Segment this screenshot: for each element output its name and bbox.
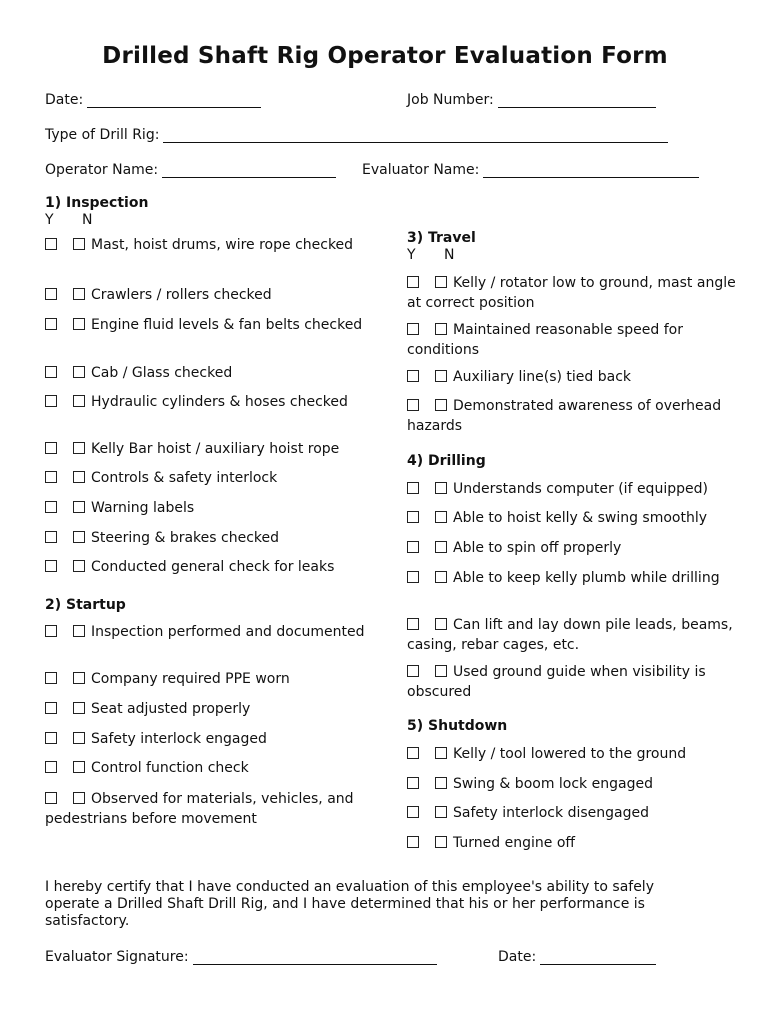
checklist-item-drilling bbox=[407, 539, 737, 559]
yes-checkbox[interactable] bbox=[45, 792, 57, 804]
no-checkbox[interactable] bbox=[73, 238, 85, 250]
checklist-item-drilling bbox=[407, 616, 737, 655]
checklist-item-label: Turned engine off bbox=[453, 835, 576, 851]
checklist-item-drilling bbox=[407, 480, 737, 500]
yes-checkbox[interactable] bbox=[45, 238, 57, 250]
checklist-item-label: Demonstrated awareness of overhead hazards bbox=[407, 398, 722, 434]
checklist-item-label: Control function check bbox=[91, 760, 249, 776]
no-checkbox[interactable] bbox=[73, 318, 85, 330]
checklist-item-inspection bbox=[45, 499, 365, 519]
yes-checkbox[interactable] bbox=[407, 276, 419, 288]
checklist-item-inspection bbox=[45, 236, 365, 256]
checklist-item-label: Steering & brakes checked bbox=[91, 530, 280, 546]
operator-name-input-line[interactable] bbox=[162, 163, 336, 178]
yes-checkbox[interactable] bbox=[45, 625, 57, 637]
checklist-item-travel bbox=[407, 397, 737, 436]
yes-checkbox[interactable] bbox=[45, 501, 57, 513]
checklist-item-label: Safety interlock disengaged bbox=[453, 805, 649, 821]
no-checkbox[interactable] bbox=[73, 531, 85, 543]
drill-rig-type-input-line[interactable] bbox=[163, 128, 668, 143]
checklist-item-label: Able to keep kelly plumb while drilling bbox=[453, 570, 720, 586]
no-checkbox[interactable] bbox=[435, 836, 447, 848]
no-checkbox[interactable] bbox=[435, 370, 447, 382]
checklist-item-label: Safety interlock engaged bbox=[91, 731, 267, 747]
checklist-item-travel bbox=[407, 368, 737, 388]
checklist-item-label: Able to hoist kelly & swing smoothly bbox=[453, 510, 708, 526]
no-header: N bbox=[82, 212, 93, 228]
section-inspection-title: 1) Inspection bbox=[45, 195, 149, 211]
checklist-item-inspection bbox=[45, 469, 365, 489]
checklist-item-label: Maintained reasonable speed for conditions bbox=[407, 322, 683, 358]
checklist-item-label: Controls & safety interlock bbox=[91, 470, 278, 486]
checklist-item-inspection bbox=[45, 364, 365, 384]
checklist-item-label: Crawlers / rollers checked bbox=[91, 287, 272, 303]
checklist-item-startup bbox=[45, 730, 365, 750]
checklist-item-startup bbox=[45, 790, 365, 829]
checklist-item-label: Kelly / rotator low to ground, mast angle at correct position bbox=[407, 275, 736, 311]
form-title: Drilled Shaft Rig Operator Evaluation Form bbox=[102, 43, 668, 69]
evaluator-signature-line[interactable] bbox=[193, 950, 437, 965]
job-number-input-line[interactable] bbox=[498, 93, 656, 108]
checklist-item-label: Able to spin off properly bbox=[453, 540, 622, 556]
no-checkbox[interactable] bbox=[435, 806, 447, 818]
checklist-item-startup bbox=[45, 623, 365, 643]
yes-checkbox[interactable] bbox=[45, 288, 57, 300]
checklist-item-label: Observed for materials, vehicles, and pedestrians before movement bbox=[45, 791, 354, 827]
evaluator-name-field bbox=[362, 162, 699, 178]
checklist-item-drilling bbox=[407, 509, 737, 529]
no-checkbox[interactable] bbox=[73, 501, 85, 513]
yes-checkbox[interactable] bbox=[407, 618, 419, 630]
signature-date-label: Date: bbox=[498, 949, 537, 965]
no-checkbox[interactable] bbox=[73, 442, 85, 454]
yes-checkbox[interactable] bbox=[45, 702, 57, 714]
checklist-item-inspection bbox=[45, 558, 365, 578]
yes-checkbox[interactable] bbox=[407, 836, 419, 848]
no-checkbox[interactable] bbox=[73, 672, 85, 684]
yes-checkbox[interactable] bbox=[407, 482, 419, 494]
job-number-field bbox=[407, 92, 656, 108]
checklist-item-label: Can lift and lay down pile leads, beams, casing, rebar cages, etc. bbox=[407, 617, 733, 653]
checklist-item-label: Conducted general check for leaks bbox=[91, 559, 335, 575]
section-startup-title: 2) Startup bbox=[45, 597, 126, 613]
checklist-item-label: Understands computer (if equipped) bbox=[453, 481, 708, 497]
checklist-item-label: Engine fluid levels & fan belts checked bbox=[91, 317, 363, 333]
yes-checkbox[interactable] bbox=[407, 571, 419, 583]
yes-no-header-left bbox=[45, 212, 92, 228]
section-drilling-title: 4) Drilling bbox=[407, 453, 486, 469]
checklist-item-label: Inspection performed and documented bbox=[91, 624, 365, 640]
no-checkbox[interactable] bbox=[435, 511, 447, 523]
checklist-item-label: Used ground guide when visibility is obscured bbox=[407, 664, 706, 700]
no-checkbox[interactable] bbox=[435, 541, 447, 553]
no-checkbox[interactable] bbox=[73, 395, 85, 407]
yes-checkbox[interactable] bbox=[45, 672, 57, 684]
drill-rig-type-field bbox=[45, 127, 668, 143]
checklist-item-label: Mast, hoist drums, wire rope checked bbox=[91, 237, 354, 253]
yes-header: Y bbox=[45, 212, 54, 228]
checklist-item-drilling bbox=[407, 569, 737, 589]
yes-checkbox[interactable] bbox=[45, 395, 57, 407]
yes-checkbox[interactable] bbox=[45, 531, 57, 543]
no-checkbox[interactable] bbox=[435, 323, 447, 335]
checklist-item-startup bbox=[45, 700, 365, 720]
checklist-item-shutdown bbox=[407, 775, 737, 795]
yes-no-header-right bbox=[407, 247, 454, 263]
operator-name-field bbox=[45, 162, 336, 178]
yes-header: Y bbox=[407, 247, 416, 263]
checklist-item-inspection bbox=[45, 529, 365, 549]
no-checkbox[interactable] bbox=[435, 482, 447, 494]
yes-checkbox[interactable] bbox=[407, 806, 419, 818]
no-checkbox[interactable] bbox=[73, 732, 85, 744]
checklist-item-label: Warning labels bbox=[91, 500, 195, 516]
evaluator-name-input-line[interactable] bbox=[483, 163, 699, 178]
certification-statement: I hereby certify that I have conducted an evaluation of this employee's ability to safely operate a Drilled Shaft Drill Rig, and I have determined that his or her performance is satisfactory. bbox=[45, 879, 654, 929]
checklist-item-drilling bbox=[407, 663, 737, 702]
section-travel-title: 3) Travel bbox=[407, 230, 476, 246]
checklist-item-label: Kelly / tool lowered to the ground bbox=[453, 746, 687, 762]
no-checkbox[interactable] bbox=[435, 777, 447, 789]
yes-checkbox[interactable] bbox=[407, 777, 419, 789]
checklist-item-travel bbox=[407, 274, 737, 313]
yes-checkbox[interactable] bbox=[407, 370, 419, 382]
no-checkbox[interactable] bbox=[435, 276, 447, 288]
checklist-item-shutdown bbox=[407, 745, 737, 765]
checklist-item-inspection bbox=[45, 316, 365, 336]
evaluator-signature-label: Evaluator Signature: bbox=[45, 949, 189, 965]
checklist-item-shutdown bbox=[407, 834, 737, 854]
yes-checkbox[interactable] bbox=[45, 560, 57, 572]
checklist-item-label: Auxiliary line(s) tied back bbox=[453, 369, 632, 385]
checklist-item-inspection bbox=[45, 440, 365, 460]
no-checkbox[interactable] bbox=[435, 618, 447, 630]
job-number-label: Job Number: bbox=[407, 92, 494, 108]
checklist-item-label: Cab / Glass checked bbox=[91, 365, 233, 381]
yes-checkbox[interactable] bbox=[45, 442, 57, 454]
yes-checkbox[interactable] bbox=[407, 323, 419, 335]
section-shutdown-title: 5) Shutdown bbox=[407, 718, 508, 734]
yes-checkbox[interactable] bbox=[45, 318, 57, 330]
checklist-item-label: Hydraulic cylinders & hoses checked bbox=[91, 394, 348, 410]
evaluator-signature-field bbox=[45, 949, 437, 965]
checklist-item-label: Swing & boom lock engaged bbox=[453, 776, 653, 792]
no-header: N bbox=[444, 247, 455, 263]
checklist-item-label: Kelly Bar hoist / auxiliary hoist rope bbox=[91, 441, 340, 457]
no-checkbox[interactable] bbox=[435, 571, 447, 583]
no-checkbox[interactable] bbox=[73, 792, 85, 804]
checklist-item-inspection bbox=[45, 286, 365, 306]
drill-rig-type-label: Type of Drill Rig: bbox=[45, 127, 160, 143]
yes-checkbox[interactable] bbox=[407, 541, 419, 553]
no-checkbox[interactable] bbox=[73, 366, 85, 378]
signature-date-field bbox=[498, 949, 656, 965]
yes-checkbox[interactable] bbox=[407, 399, 419, 411]
date-field bbox=[45, 92, 261, 108]
yes-checkbox[interactable] bbox=[45, 761, 57, 773]
checklist-item-label: Seat adjusted properly bbox=[91, 701, 251, 717]
no-checkbox[interactable] bbox=[435, 399, 447, 411]
no-checkbox[interactable] bbox=[73, 560, 85, 572]
yes-checkbox[interactable] bbox=[407, 511, 419, 523]
no-checkbox[interactable] bbox=[73, 625, 85, 637]
checklist-item-label: Company required PPE worn bbox=[91, 671, 290, 687]
yes-checkbox[interactable] bbox=[45, 732, 57, 744]
yes-checkbox[interactable] bbox=[45, 366, 57, 378]
checklist-item-startup bbox=[45, 670, 365, 690]
evaluator-name-label: Evaluator Name: bbox=[362, 162, 480, 178]
no-checkbox[interactable] bbox=[73, 288, 85, 300]
checklist-item-inspection bbox=[45, 393, 365, 413]
no-checkbox[interactable] bbox=[435, 665, 447, 677]
no-checkbox[interactable] bbox=[73, 761, 85, 773]
yes-checkbox[interactable] bbox=[407, 747, 419, 759]
signature-date-line[interactable] bbox=[540, 950, 656, 965]
no-checkbox[interactable] bbox=[73, 471, 85, 483]
date-input-line[interactable] bbox=[87, 93, 261, 108]
no-checkbox[interactable] bbox=[435, 747, 447, 759]
operator-name-label: Operator Name: bbox=[45, 162, 159, 178]
no-checkbox[interactable] bbox=[73, 702, 85, 714]
yes-checkbox[interactable] bbox=[407, 665, 419, 677]
yes-checkbox[interactable] bbox=[45, 471, 57, 483]
checklist-item-travel bbox=[407, 321, 737, 360]
date-label: Date: bbox=[45, 92, 84, 108]
checklist-item-shutdown bbox=[407, 804, 737, 824]
checklist-item-startup bbox=[45, 759, 365, 779]
